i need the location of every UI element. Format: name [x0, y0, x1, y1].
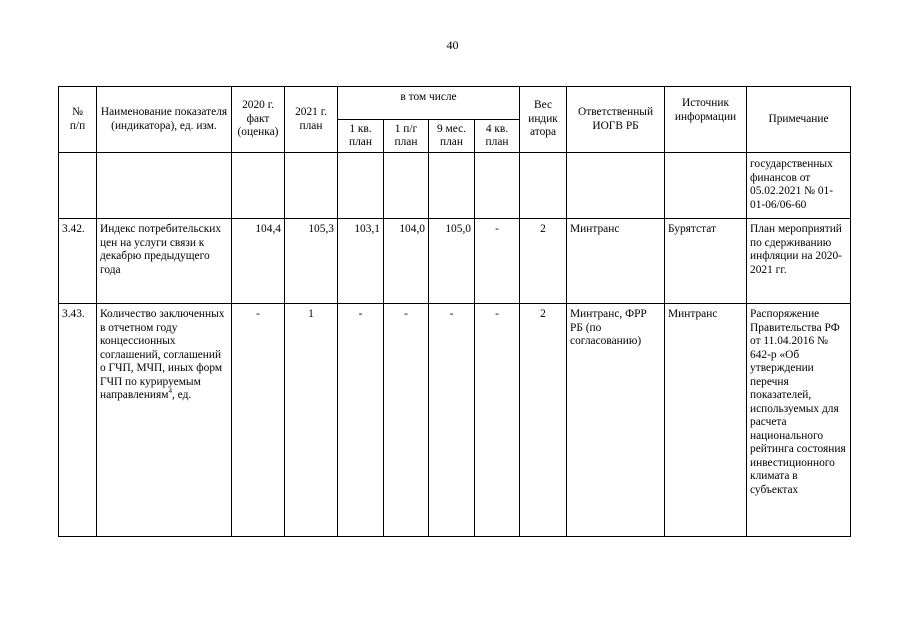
row-m9: 105,0 [429, 219, 475, 304]
page-number: 40 [446, 38, 459, 52]
row-h1: - [384, 304, 429, 537]
row-m9: - [429, 304, 475, 537]
row-weight: 2 [520, 219, 567, 304]
row-name: Количество заключенных в отчетном году концессионных соглашений, соглашений о ГЧП, МЧП, иных форм ГЧП по курируемым направлениям [100, 308, 225, 401]
header-q4: 4 кв. план [475, 120, 520, 153]
row-note: Распоряжение Правительства РФ от 11.04.2016 № 642-р «Об утверждении перечня показателей, используемых для расчета национального рейтинга состояния инвестиционного климата в субъектах [747, 304, 851, 537]
header-fact-2020: 2020 г. факт (оценка) [232, 87, 285, 153]
row-responsible: Минтранс, ФРР РБ (по согласованию) [567, 304, 665, 537]
header-plan-2021: 2021 г. план [285, 87, 338, 153]
row-num: 3.42. [59, 219, 97, 304]
row-note: План мероприятий по сдерживанию инфляции на 2020-2021 гг. [747, 219, 851, 304]
table-row-continuation [59, 153, 851, 219]
header-source: Источник информации [665, 87, 747, 153]
row-source: Минтранс [665, 304, 747, 537]
continuation-note: государственных финансов от 05.02.2021 № 01-01-06/06-60 [747, 153, 851, 219]
row-responsible: Минтранс [567, 219, 665, 304]
row-name-cell [97, 304, 232, 537]
table-row [59, 304, 851, 537]
table-row [59, 219, 851, 304]
header-name: Наименование показателя (индикатора), ед. изм. [97, 87, 232, 153]
header-weight: Вес индик атора [520, 87, 567, 153]
row-weight: 2 [520, 304, 567, 537]
header-responsible: Ответственный ИОГВ РБ [567, 87, 665, 153]
row-q4: - [475, 219, 520, 304]
header-q1: 1 кв. план [338, 120, 384, 153]
header-note: Примечание [747, 87, 851, 153]
indicators-table [58, 86, 851, 537]
header-m9: 9 мес. план [429, 120, 475, 153]
row-plan-2021: 105,3 [285, 219, 338, 304]
row-fact-2020: 104,4 [232, 219, 285, 304]
header-including: в том числе [338, 87, 520, 120]
row-source: Бурятстат [665, 219, 747, 304]
footnote-marker: 4 [168, 387, 172, 396]
row-plan-2021: 1 [285, 304, 338, 537]
header-h1: 1 п/г план [384, 120, 429, 153]
header-row [59, 87, 851, 120]
row-q4: - [475, 304, 520, 537]
row-h1: 104,0 [384, 219, 429, 304]
row-q1: - [338, 304, 384, 537]
row-name-unit: , ед. [171, 389, 192, 401]
row-num: 3.43. [59, 304, 97, 537]
row-name: Индекс потребительских цен на услуги связи к декабрю предыдущего года [97, 219, 232, 304]
row-q1: 103,1 [338, 219, 384, 304]
header-num: № п/п [59, 87, 97, 153]
row-fact-2020: - [232, 304, 285, 537]
